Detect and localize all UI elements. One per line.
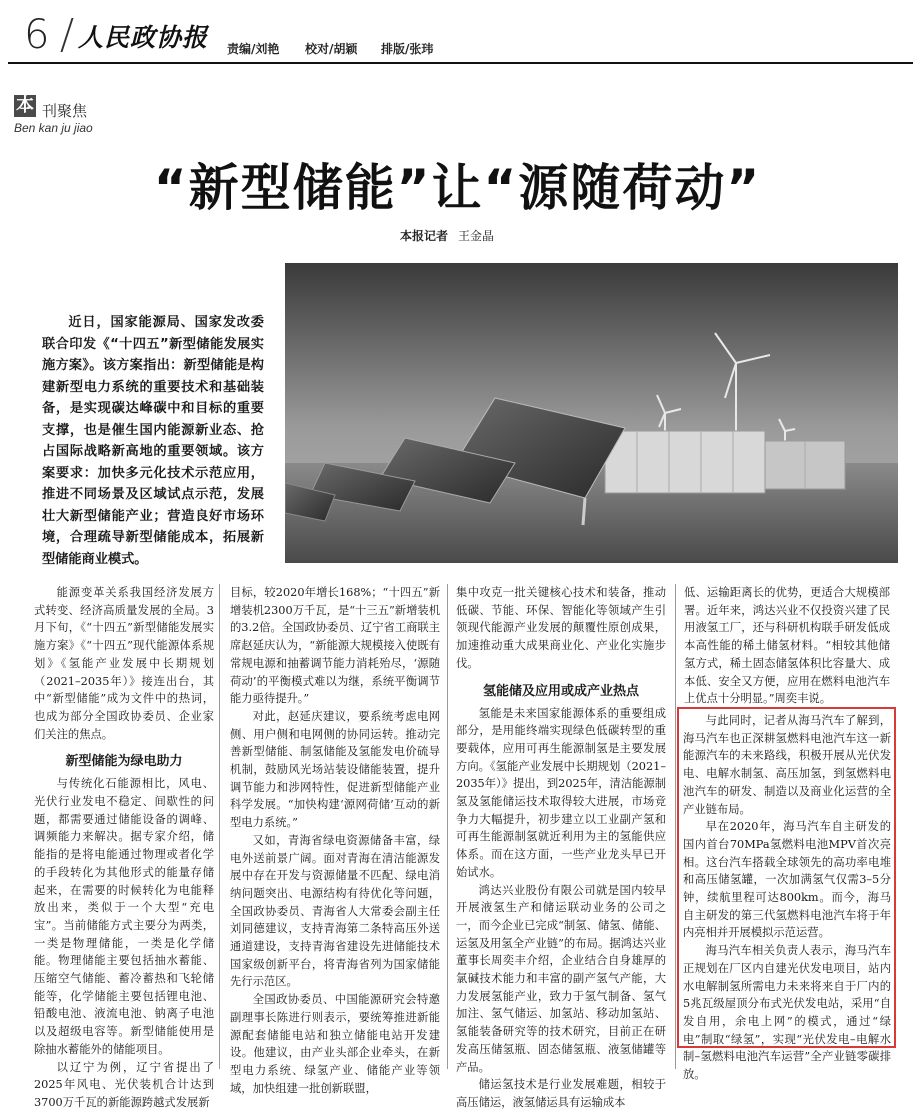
body-column-3 (456, 584, 666, 1112)
paragraph: 与传统化石能源相比，风电、光伏行业发电不稳定、间歇性的问题，都需要通过储能设备的调峰、调频能力来解决。据专家介绍，储能指的是将电能通过物理或者化学的手段转化为其他形式的能量存储起来，在需要的时候转化为电能释放出来，类似于一个大型“充电宝”。当前储能方式主要分为两类，一类是物理储能，一类是化学储能。物理储能主要包括抽水蓄能、压缩空气储能、蓄冷蓄热和飞轮储能等，化学储能主要包括锂电池、铅酸电池、液流电池、钠离子电池以及超级电容等。新型储能使用是除抽水蓄能外的储能项目。 (34, 777, 214, 1056)
section-heading: 氢能储及应用或成产业热点 (482, 683, 639, 699)
paragraph: 海马汽车相关负责人表示，海马汽车正规划在厂区内自建光伏发电项目，站内水电解制氢所需电力未来将来自于厂内的5兆瓦级屋顶分布式光伏发电站，采用“自发自用，余电上网”的模式，通过“绿电”制取“绿氢”，实现“光伏发电–电解水制–氢燃料电池汽车运营”全产业链零碳排放。 (683, 944, 891, 1082)
masthead-rule (8, 62, 913, 64)
paragraph: 目标，较2020年增长168%；“十四五”新增装机2300万千瓦，是“十三五”新增装机的3.2倍。全国政协委员、辽宁省工商联主席赵延庆认为，“新能源大规模接入使既有常规电源和抽蓄调节能力消耗殆尽，‘源随荷动’的平衡模式难以为继，系统平衡调节能力亟待提升。” (230, 586, 441, 706)
paragraph: 又如，青海省绿电资源储备丰富，绿电外送前景广阔。面对青海在清洁能源发展中存在开发与资源储量不匹配、绿电消纳问题突出、电源结构有待优化等问题，全国政协委员、青海省人大常委会副主任刘同德建议，支持青海第二条特高压外送通道建设，支持青海省建设先进储能技术国家级创新平台，将青海省列为国家储能先行示范区。 (230, 833, 440, 989)
paragraph: 低、运输距离长的优势，更适合大规模部署。近年来，鸿达兴业不仅投资兴建了民用液氢工厂，还与科研机构联手研发低成本高性能的稀土储氢材料。“相较其他储氢方式，稀土固态储氢体积比容量大、成本低、安全又方便，应用在燃料电池汽车上优点十分明显。”周奕丰说。 (684, 586, 890, 706)
paragraph: 集中攻克一批关键核心技术和装备，推动低碳、节能、环保、智能化等领域产生引领现代能源产业发展的颠覆性原创成果，加速推动重大成果商业化、产业化实施步伐。 (456, 586, 666, 670)
article-photo (285, 263, 898, 563)
body-column-2 (230, 584, 440, 1097)
paragraph: 鸿达兴业股份有限公司就是国内较早开展液氢生产和储运联动业务的公司之一，而今企业已完成“制氢、储氢、储能、运氢及用氢全产业链”的布局。据鸿达兴业董事长周奕丰介绍，企业结合自身雄厚的氯碱技术能力和丰富的副产氢气产能，大力发展氢能产业，致力于氢气制备、氢气加注、氢气储运、加氢站、移动加氢站、氢能装备研究等的技术研究，目前正在研发高压储氢瓶、固态储氢瓶、液氢储罐等产品。 (456, 883, 666, 1074)
masthead (0, 0, 915, 62)
solar-storage-illustration (285, 263, 898, 563)
paragraph: 全国政协委员、中国能源研究会特邀副理事长陈进行则表示，要统筹推进新能源配套储能电站和独立储能电站开发建设。他建议，由产业头部企业牵头，在新型电力系统、绿氢产业、储能产业等领域，加快组建一批创新联盟， (230, 993, 440, 1095)
page-number: 6 (24, 12, 50, 58)
proofreader-credit: 校对/胡颖 (305, 42, 358, 56)
section-heading: 新型储能为绿电助力 (65, 754, 183, 770)
column-rule (219, 584, 220, 1069)
newspaper-logo: 人民政协报 (78, 23, 209, 52)
highlighted-text (683, 712, 891, 1084)
paragraph: 氢能是未来国家能源体系的重要组成部分，是用能终端实现绿色低碳转型的重要载体，应用可再生能源制氢是主要发展方向。《氢能产业发展中长期规划（2021–2035年）》提出，到2025年，清洁能源制氢及氢能储运技术取得较大进展，市场竞争力大幅提升，初步建立以工业副产氢和可再生能源制氢就近利用为主的氢能供应体系。而在这方面，一些产业龙头早已开始试水。 (456, 706, 667, 879)
column-rule (447, 584, 448, 1069)
column-rule (675, 584, 676, 1069)
masthead-divider (60, 18, 73, 52)
paragraph: 以辽宁为例，辽宁省提出了2025年风电、光伏装机合计达到3700万千瓦的新能源跨越式发展新 (34, 1060, 214, 1109)
paragraph: 对此，赵延庆建议，要系统考虑电网侧、用户侧和电网侧的协同运转。推动完善新型储能、制氢储能及氢能发电价硫导机制，鼓励风光场站装设储能装置，提升调节能力和涉网特性，促进新型储能产业科学发展。“加快构建‘源网荷储’互动的新型电力系统。” (230, 709, 440, 830)
layout-credit: 排版/张玮 (381, 42, 434, 56)
paragraph: 早在2020年，海马汽车自主研发的国内首台70MPa氢燃料电池MPV首次亮相。这台汽车搭载全球领先的高功率电堆和高压储氢罐，一次加满氢气仅需3–5分钟，续航里程可达800km。而今，海马自主研发的第三代氢燃料电池汽车将于年内亮相并开展模拟示范运营。 (683, 820, 891, 940)
body-column-4 (684, 584, 890, 708)
byline-label: 本报记者 (400, 229, 449, 243)
article-lead: 近日，国家能源局、国家发改委联合印发《“十四五”新型储能发展实施方案》。该方案指出：新型储能是构建新型电力系统的重要技术和基础装备，是实现碳达峰碳中和目标的重要支撑，也是催生国内能源新业态、抢占国际战略新高地的重要领域。该方案要求：加快多元化技术示范应用，推进不同场景及区域试点示范，发展壮大新型储能产业；营造良好市场环境，合理疏导新型储能成本，拓展新型储能商业模式。 (42, 315, 264, 567)
paragraph: 与此同时，记者从海马汽车了解到，海马汽车也正深耕氢燃料电池汽车这一新能源汽车的未来路线，积极开展从光伏发电、电解水制氢、高压加氢，到氢燃料电池汽车的研发、制造以及商业化运营的全产业链布局。 (683, 714, 891, 816)
editor-credit: 责编/刘艳 (227, 42, 280, 56)
body-column-1 (34, 584, 214, 1112)
paragraph: 储运氢技术是行业发展难题，相较于高压储运，液氢储运具有运输成本 (456, 1078, 666, 1109)
byline (400, 227, 494, 244)
column-tag-pinyin: Ben kan ju jiao (14, 121, 93, 135)
article-headline: “新型储能”让“源随荷动” (153, 159, 762, 217)
column-tag-box: 本 (16, 95, 34, 116)
paragraph: 能源变革关系我国经济发展方式转变、经济高质量发展的全局。3月下旬，《“十四五”新型储能发展实施方案》《“十四五”现代能源体系规划》《氢能产业发展中长期规划（2021–2035年）》接连出台，其中“新型储能”成为文件中的热词，也成为部分全国政协委员、企业家们关注的焦点。 (34, 586, 214, 741)
byline-name: 王金晶 (458, 229, 495, 243)
column-tag-label: 刊聚焦 (42, 102, 88, 120)
